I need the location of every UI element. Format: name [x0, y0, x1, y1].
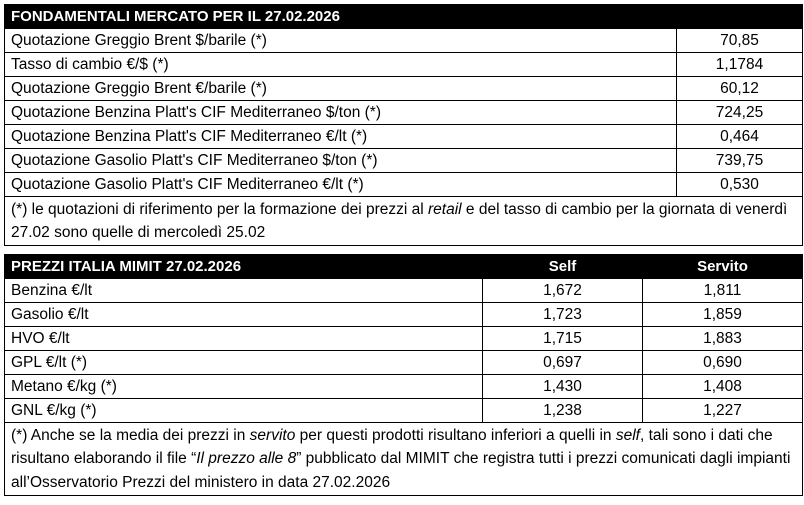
table-row — [5, 399, 803, 423]
row-value: 724,25 — [677, 101, 803, 125]
row-value: 0,530 — [677, 173, 803, 197]
row-label: HVO €/lt — [5, 327, 483, 351]
prices-note — [5, 423, 803, 496]
servito-value: 1,859 — [643, 303, 803, 327]
servito-value: 1,811 — [643, 279, 803, 303]
note-italic: self — [615, 426, 640, 444]
table-row — [5, 303, 803, 327]
note-italic: Il prezzo alle 8 — [196, 450, 297, 468]
prices-note-row — [5, 423, 803, 496]
table-row — [5, 173, 803, 197]
note-italic: servito — [249, 426, 296, 444]
table-row — [5, 149, 803, 173]
note-italic: retail — [427, 200, 462, 218]
servito-value: 1,883 — [643, 327, 803, 351]
prices-header: PREZZI ITALIA MIMIT 27.02.2026 — [5, 255, 483, 279]
row-label: Quotazione Gasolio Platt's CIF Mediterraneo €/lt (*) — [5, 173, 677, 197]
note-text: ” pubblicato dal MIMIT che registra tutti i prezzi comunicati dagli impianti all’Osservatorio Prezzi del ministero in data 27.02.2026 — [11, 450, 791, 491]
row-label: Quotazione Greggio Brent $/barile (*) — [5, 29, 677, 53]
self-value: 1,715 — [483, 327, 643, 351]
table-row — [5, 125, 803, 149]
market-fundamentals-table — [4, 4, 803, 246]
servito-value: 0,690 — [643, 351, 803, 375]
table-row — [5, 29, 803, 53]
servito-value: 1,227 — [643, 399, 803, 423]
table-row — [5, 327, 803, 351]
row-label: Quotazione Gasolio Platt's CIF Mediterraneo $/ton (*) — [5, 149, 677, 173]
market-header-row — [5, 5, 803, 29]
self-value: 1,238 — [483, 399, 643, 423]
row-value: 70,85 — [677, 29, 803, 53]
row-label: Quotazione Benzina Platt's CIF Mediterraneo $/ton (*) — [5, 101, 677, 125]
note-text: e del tasso di cambio per la giornata di venerdì 27.02 sono quelle di mercoledì 25.02 — [11, 200, 788, 241]
col-servito-header: Servito — [643, 255, 803, 279]
row-label: Benzina €/lt — [5, 279, 483, 303]
row-label: Quotazione Benzina Platt's CIF Mediterraneo €/lt (*) — [5, 125, 677, 149]
row-label: Gasolio €/lt — [5, 303, 483, 327]
self-value: 1,672 — [483, 279, 643, 303]
table-row — [5, 279, 803, 303]
self-value: 1,430 — [483, 375, 643, 399]
table-row — [5, 77, 803, 101]
row-value: 0,464 — [677, 125, 803, 149]
row-value: 60,12 — [677, 77, 803, 101]
self-value: 0,697 — [483, 351, 643, 375]
note-text: per questi prodotti risultano inferiori a quelli in — [295, 426, 616, 444]
row-label: Quotazione Greggio Brent €/barile (*) — [5, 77, 677, 101]
market-note-row — [5, 197, 803, 246]
prices-header-row — [5, 255, 803, 279]
market-note — [5, 197, 803, 246]
table-row — [5, 351, 803, 375]
note-text: (*) le quotazioni di riferimento per la formazione dei prezzi al — [11, 200, 428, 218]
table-row — [5, 53, 803, 77]
self-value: 1,723 — [483, 303, 643, 327]
row-label: GNL €/kg (*) — [5, 399, 483, 423]
row-label: Metano €/kg (*) — [5, 375, 483, 399]
row-label: Tasso di cambio €/$ (*) — [5, 53, 677, 77]
note-text: , tali sono i dati che risultano elaborando il file “ — [11, 426, 773, 468]
row-value: 1,1784 — [677, 53, 803, 77]
row-label: GPL €/lt (*) — [5, 351, 483, 375]
servito-value: 1,408 — [643, 375, 803, 399]
row-value: 739,75 — [677, 149, 803, 173]
note-text: (*) Anche se la media dei prezzi in — [11, 426, 250, 444]
market-header: FONDAMENTALI MERCATO PER IL 27.02.2026 — [5, 5, 803, 29]
table-row — [5, 375, 803, 399]
prices-table — [4, 254, 803, 496]
table-row — [5, 101, 803, 125]
col-self-header: Self — [483, 255, 643, 279]
